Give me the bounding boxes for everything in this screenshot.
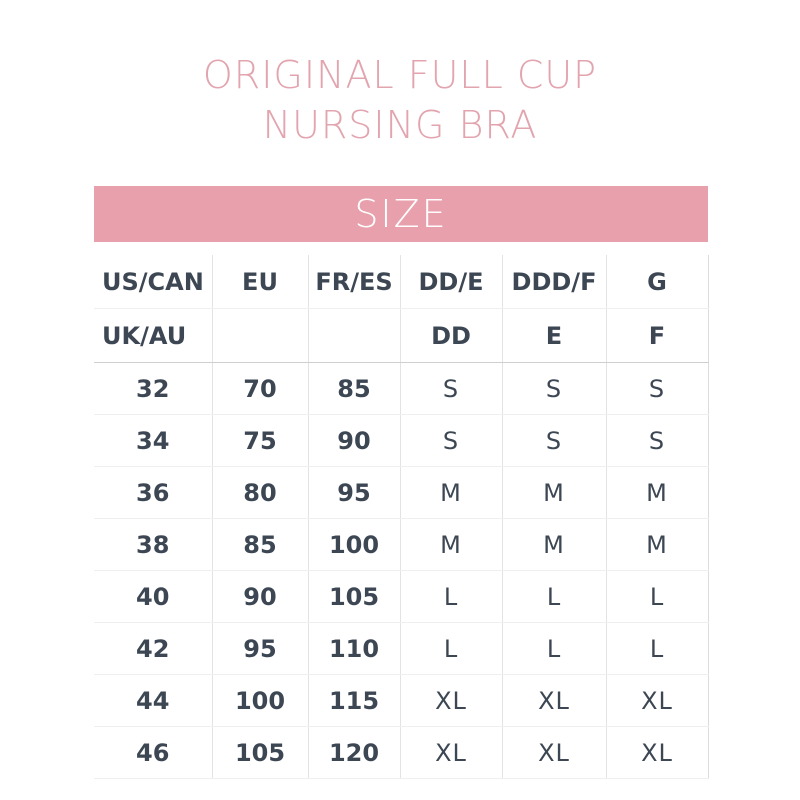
table-cell: 40 bbox=[94, 571, 212, 623]
table-cell: M bbox=[606, 519, 708, 571]
table-cell: 115 bbox=[308, 675, 400, 727]
header-cell: G bbox=[606, 255, 708, 309]
table-cell: S bbox=[502, 415, 606, 467]
table-cell: 42 bbox=[94, 623, 212, 675]
table-row bbox=[94, 571, 708, 623]
table-cell: 110 bbox=[308, 623, 400, 675]
table-cell: S bbox=[400, 363, 502, 415]
table-row bbox=[94, 519, 708, 571]
table-row bbox=[94, 467, 708, 519]
table-cell: 100 bbox=[308, 519, 400, 571]
table-cell: L bbox=[502, 623, 606, 675]
table-cell: 85 bbox=[212, 519, 308, 571]
table-cell: 36 bbox=[94, 467, 212, 519]
table-cell: 46 bbox=[94, 727, 212, 779]
table-cell: L bbox=[606, 571, 708, 623]
table-cell: XL bbox=[606, 727, 708, 779]
header-cell: UK/AU bbox=[94, 309, 212, 363]
table-cell: 32 bbox=[94, 363, 212, 415]
header-cell: DDD/F bbox=[502, 255, 606, 309]
table-cell: L bbox=[606, 623, 708, 675]
size-table bbox=[94, 255, 709, 779]
table-cell: 120 bbox=[308, 727, 400, 779]
table-row bbox=[94, 727, 708, 779]
size-banner: SIZE bbox=[94, 186, 708, 242]
table-row bbox=[94, 415, 708, 467]
title-line-2: NURSING BRA bbox=[262, 103, 538, 147]
page-title bbox=[0, 50, 800, 150]
table-cell: XL bbox=[400, 727, 502, 779]
table-cell: S bbox=[606, 363, 708, 415]
header-cell: EU bbox=[212, 255, 308, 309]
table-cell: XL bbox=[606, 675, 708, 727]
table-cell: S bbox=[502, 363, 606, 415]
header-cell: US/CAN bbox=[94, 255, 212, 309]
table-cell: 85 bbox=[308, 363, 400, 415]
header-row-2 bbox=[94, 309, 708, 363]
table-cell: 95 bbox=[212, 623, 308, 675]
header-cell: FR/ES bbox=[308, 255, 400, 309]
table-row bbox=[94, 623, 708, 675]
table-cell: 80 bbox=[212, 467, 308, 519]
title-line-1: ORIGINAL FULL CUP bbox=[202, 53, 598, 97]
table-cell: M bbox=[400, 467, 502, 519]
header-cell: F bbox=[606, 309, 708, 363]
table-cell: 100 bbox=[212, 675, 308, 727]
table-cell: 38 bbox=[94, 519, 212, 571]
table-cell: M bbox=[502, 467, 606, 519]
table-cell: 90 bbox=[212, 571, 308, 623]
table-cell: XL bbox=[502, 675, 606, 727]
table-row bbox=[94, 675, 708, 727]
table-cell: S bbox=[606, 415, 708, 467]
table-cell: 95 bbox=[308, 467, 400, 519]
table-cell: 34 bbox=[94, 415, 212, 467]
table-cell: L bbox=[400, 623, 502, 675]
table-cell: XL bbox=[502, 727, 606, 779]
table-cell: L bbox=[502, 571, 606, 623]
table-cell: M bbox=[606, 467, 708, 519]
table-cell: 105 bbox=[212, 727, 308, 779]
table-cell: 75 bbox=[212, 415, 308, 467]
table-cell: L bbox=[400, 571, 502, 623]
header-cell bbox=[308, 309, 400, 363]
header-cell: E bbox=[502, 309, 606, 363]
table-cell: M bbox=[502, 519, 606, 571]
table-cell: 44 bbox=[94, 675, 212, 727]
table-cell: 90 bbox=[308, 415, 400, 467]
table-row bbox=[94, 363, 708, 415]
header-row-1 bbox=[94, 255, 708, 309]
table-cell: S bbox=[400, 415, 502, 467]
table-cell: XL bbox=[400, 675, 502, 727]
table-cell: M bbox=[400, 519, 502, 571]
table-cell: 105 bbox=[308, 571, 400, 623]
table-cell: 70 bbox=[212, 363, 308, 415]
header-cell bbox=[212, 309, 308, 363]
header-cell: DD/E bbox=[400, 255, 502, 309]
header-cell: DD bbox=[400, 309, 502, 363]
